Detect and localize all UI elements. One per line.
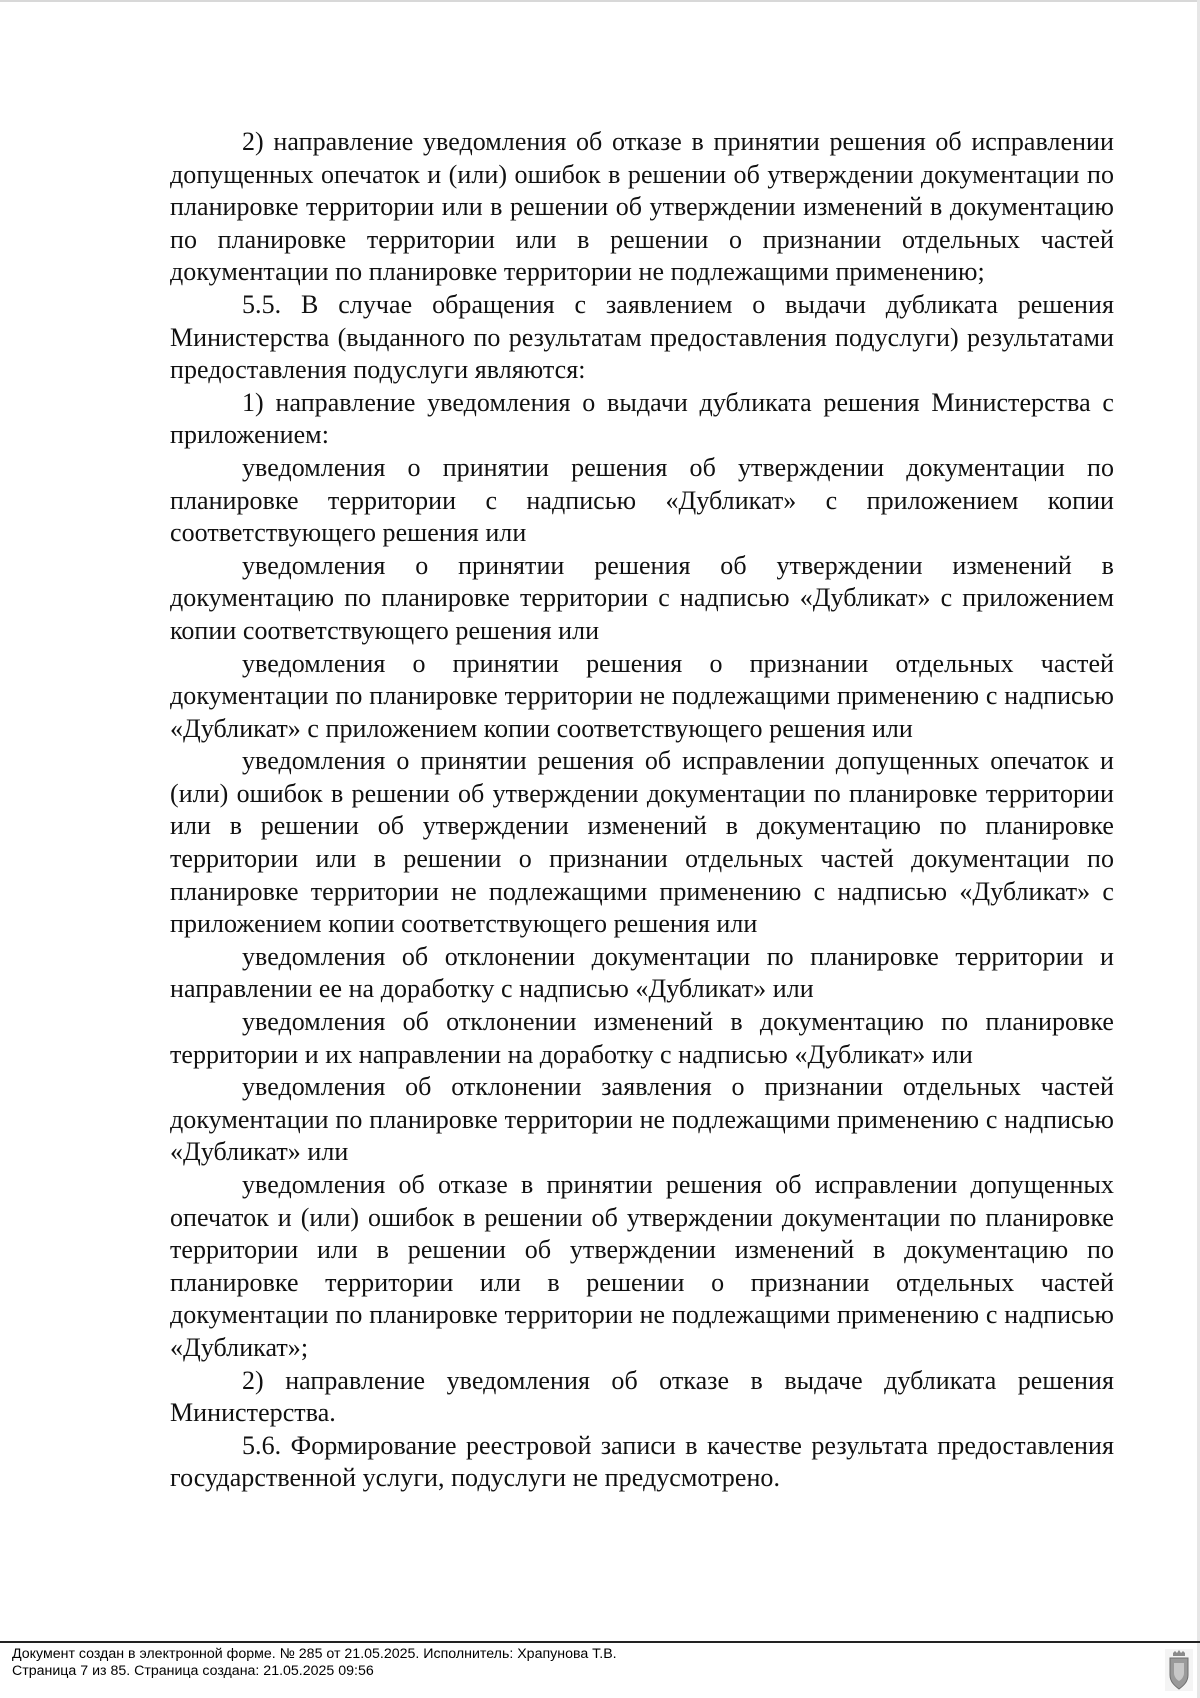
paragraph-5-5: 5.5. В случае обращения с заявлением о выдачи дубликата решения Министерства (выданного по результатам предоставления подуслуги) результатами предоставления подуслуги являются: (170, 289, 1114, 385)
footer (12, 1646, 1112, 1680)
paragraph-notice-rejection-changes: уведомления об отклонении изменений в документацию по планировке территории и их направлении на доработку с надписью «Дубликат» или (170, 1007, 1114, 1069)
footer-divider (0, 1641, 1200, 1643)
paragraph-notice-rejection-application: уведомления об отклонении заявления о признании отдельных частей документации по планировке территории не подлежащими применению с надписью «Дубликат» или (170, 1072, 1114, 1167)
coat-of-arms-icon (1165, 1649, 1193, 1691)
paragraph-notice-rejection-docs: уведомления об отклонении документации по планировке территории и направлении ее на доработку с надписью «Дубликат» или (170, 941, 1114, 1004)
paragraph-notice-approval-changes: уведомления о принятии решения об утверждении изменений в документацию по планировке территории с надписью «Дубликат» с приложением копии соответствующего решения или (170, 550, 1114, 645)
paragraph-item-1-duplicate: 1) направление уведомления о выдачи дубликата решения Министерства с приложением: (170, 387, 1114, 450)
paragraph-item-2-refusal: 2) направление уведомления об отказе в принятии решения об исправлении допущенных опечаток и (или) ошибок в решении об утверждении документации по планировке территории или в решении об утверждении изменений в документацию по планировке территории или в решении о признании отдельных частей документации по планировке территории не подлежащими применению; (170, 127, 1114, 287)
paragraph-notice-recognition: уведомления о принятии решения о признании отдельных частей документации по планировке территории не подлежащими применению с надписью «Дубликат» с приложением копии соответствующего решения или (170, 648, 1114, 743)
paragraph-notice-refusal-correction: уведомления об отказе в принятии решения об исправлении допущенных опечаток и (или) ошибок в решении об утверждении документации по планировке территории или в решении об утверждении изменений в документацию по планировке территории или в решении о признании отдельных частей документации по планировке территории не подлежащими применению с надписью «Дубликат»; (170, 1170, 1114, 1362)
paragraph-item-2-duplicate-refusal: 2) направление уведомления об отказе в выдаче дубликата решения Министерства. (170, 1365, 1114, 1428)
footer-page-info: Страница 7 из 85. Страница создана: 21.05.2025 09:56 (12, 1663, 374, 1679)
paragraph-5-6: 5.6. Формирование реестровой записи в качестве результата предоставления государственной услуги, подуслуги не предусмотрено. (170, 1430, 1114, 1493)
paragraph-notice-correction: уведомления о принятии решения об исправлении допущенных опечаток и (или) ошибок в решении об утверждении документации по планировке территории или в решении об утверждении изменений в документацию по планировке территории или в решении о признании отдельных частей документации по планировке территории не подлежащими применению с надписью «Дубликат» с приложением копии соответствующего решения или (170, 746, 1114, 939)
footer-document-info: Документ создан в электронной форме. № 285 от 21.05.2025. Исполнитель: Храпунова Т.В. (12, 1646, 617, 1662)
page-edge-top (0, 0, 1200, 2)
document-body (170, 126, 1114, 1495)
paragraph-notice-approval: уведомления о принятии решения об утверждении документации по планировке территории с надписью «Дубликат» с приложением копии соответствующего решения или (170, 452, 1114, 548)
